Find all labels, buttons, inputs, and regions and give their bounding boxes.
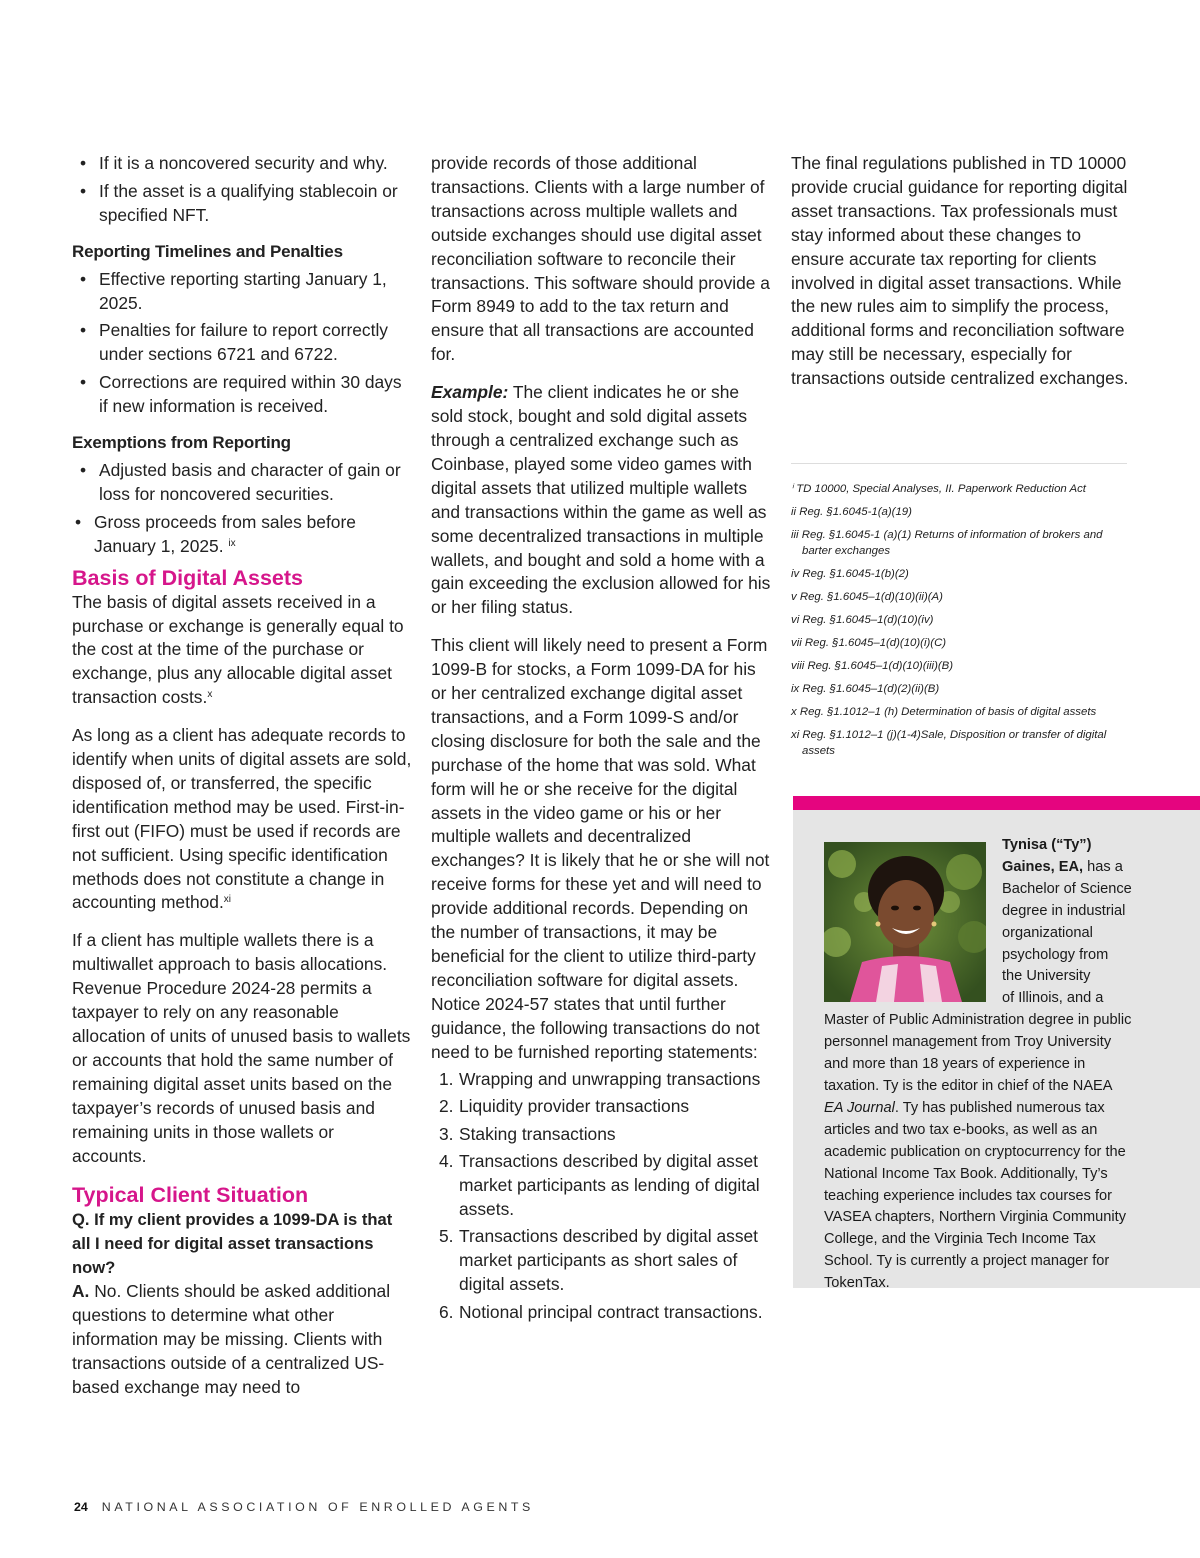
list-item-text: Transactions described by digital asset market participants as short sales of digital assets.	[459, 1226, 759, 1295]
bio-line: psychology from	[1002, 946, 1109, 963]
paragraph	[72, 591, 412, 711]
conclusion-paragraph: The final regulations published in TD 10000 provide crucial guidance for reporting digital asset transactions. Tax professionals must stay informed about these changes to ensure accurate tax reporting for clients involved in digital asset transactions. While the new rules aim to simplify the process, additional forms and reconciliation software may still be necessary, especially for transactions outside centralized exchanges.	[791, 153, 1129, 389]
bio-line: degree in industrial	[1002, 902, 1126, 919]
column-1	[72, 152, 412, 1400]
example-text: The client indicates he or she sold stock, bought and sold digital assets through a centralized exchange such as Coinbase, played some video games with digital assets that utilized multiple wallets and transactions within the game as well as some decentralized transactions in multiple wallets, and bought and sold a home with a gain exceeding the exclusion allowed for his or her filing status.	[431, 382, 771, 618]
paragraph-text: The basis of digital assets received in a purchase or exchange is generally equal to the cost at the time of the purchase or exchange, plus any allocable digital asset transaction costs.	[72, 591, 404, 708]
paragraph: If a client has multiple wallets there is a multiwallet approach to basis allocations. Revenue Procedure 2024-28 permits a taxpayer to rely on any reasonable allocation of units of unused basis to wallets or accounts that hold the same number of remaining digital asset units based on the taxpayer’s records of unused basis and remaining units in those wallets or accounts.	[72, 930, 411, 1166]
bio-continuation	[824, 1012, 1131, 1291]
list-item-text: Notional principal contract transactions.	[459, 1301, 763, 1322]
list-item-text: Gross proceeds from sales before January 1, 2025.	[94, 511, 356, 556]
list-item: • Effective reporting starting January 1, 2025.	[80, 268, 412, 316]
footnotes	[791, 482, 1127, 767]
answer-text: No. Clients should be asked additional questions to determine what other information may be missing. Clients with transactions outside of a centralized US-based exchange may need to	[72, 1281, 391, 1397]
timelines-heading: Reporting Timelines and Penalties	[72, 241, 343, 261]
publication-name: NATIONAL ASSOCIATION OF ENROLLED AGENTS	[101, 1500, 534, 1514]
footnote: viii Reg. §1.6045–1(d)(10)(iii)(B)	[791, 660, 954, 673]
bio-line: has a	[1087, 858, 1123, 875]
list-item	[439, 1095, 771, 1119]
list-item: • Penalties for failure to report correctly under sections 6721 and 6722.	[80, 319, 412, 367]
footnote: ⁱ TD 10000, Special Analyses, II. Paperwork Reduction Act	[791, 483, 1086, 495]
question: Q. If my client provides a 1099-DA is that all I need for digital asset transactions now?	[72, 1210, 393, 1278]
bullet-list-top	[72, 152, 412, 228]
list-item	[439, 1150, 771, 1222]
section-title-basis: Basis of Digital Assets	[72, 565, 303, 590]
list-number: 6.	[439, 1301, 454, 1322]
footnote: x Reg. §1.1012–1 (h) Determination of basis of digital assets	[791, 706, 1097, 719]
footnote: ix Reg. §1.6045–1(d)(2)(ii)(B)	[791, 683, 940, 696]
list-number: 3.	[439, 1123, 454, 1144]
list-item-text: Staking transactions	[459, 1123, 616, 1144]
answer-label: A.	[72, 1281, 90, 1302]
exemptions-list	[72, 459, 412, 559]
bio-text-part: Master of Public Administration degree in public personnel management from Troy University and more than 18 years of experience in taxation. Ty is the editor in chief of the NAEA	[824, 1012, 1132, 1094]
exemptions-heading: Exemptions from Reporting	[72, 433, 291, 453]
list-item: • If the asset is a qualifying stablecoin or specified NFT.	[80, 180, 412, 228]
footnote: vii Reg. §1.6045–1(d)(10)(i)(C)	[791, 637, 947, 650]
example-label: Example:	[431, 382, 509, 403]
list-item: • Adjusted basis and character of gain or loss for noncovered securities.	[80, 459, 412, 507]
page-footer	[74, 1500, 534, 1514]
example-paragraph	[431, 381, 771, 620]
list-number: 1.	[439, 1068, 454, 1089]
list-item	[75, 511, 412, 559]
answer	[72, 1280, 412, 1400]
paragraph	[72, 724, 412, 915]
list-item: • Corrections are required within 30 days if new information is received.	[80, 371, 412, 419]
footnote: xi Reg. §1.1012–1 (j)(1-4)Sale, Disposition or transfer of digital assets	[791, 729, 1107, 757]
footnote: v Reg. §1.6045–1(d)(10)(ii)(A)	[791, 590, 943, 603]
list-item	[439, 1301, 771, 1325]
exempt-transactions-list	[439, 1068, 771, 1325]
bio-name-line	[824, 835, 1134, 879]
timelines-list	[72, 268, 412, 419]
footnote-divider	[791, 463, 1127, 464]
bio-text-part: . Ty has published numerous tax articles and two tax e-books, as well as an academic publication on cryptocurrency for the National Income Tax Book. Additionally, Ty’s teaching experience includes tax courses for VASEA chapters, Northern Virginia Community College, and the Virginia Tech Income Tax School. Ty is currently a project manager for TokenTax.	[824, 1099, 1127, 1292]
bio-accent-bar	[793, 796, 1200, 810]
list-item-text: Transactions described by digital asset market participants as lending of digital assets.	[459, 1151, 760, 1219]
footnote: iv Reg. §1.6045-1(b)(2)	[791, 567, 909, 580]
list-number: 5.	[439, 1226, 454, 1247]
list-item-text: Wrapping and unwrapping transactions	[459, 1068, 761, 1089]
paragraph-text: As long as a client has adequate records to identify when units of digital assets are sold, disposed of, or transferred, the specific identification method may be used. First-in-first out (FIFO) must be used if records are not sufficient. Using specific identification methods does not constitute a change in accounting method.	[72, 725, 412, 913]
bio-line: the University	[1002, 968, 1091, 985]
bio-line: of Illinois, and a	[1002, 990, 1104, 1007]
list-item: • If it is a noncovered security and why.	[80, 152, 412, 176]
footnote-ref: ix	[228, 537, 236, 549]
column-3	[791, 152, 1131, 405]
footnote: ii Reg. §1.6045-1(a)(19)	[791, 506, 912, 519]
footnote-ref: xi	[223, 894, 232, 906]
footnote-ref: x	[207, 689, 213, 701]
author-name: Tynisa (“Ty”) Gaines, EA,	[1002, 837, 1092, 875]
paragraph: This client will likely need to present a Form 1099-B for stocks, a Form 1099-DA for his or her centralized exchange digital asset transactions, and a Form 1099-S and/or closing disclosure for both the sale and the purchase of the home that was sold. What form will he or she receive for the digital assets in the video game or his or her multiple wallets and decentralized exchanges? It is likely that he or she will not receive forms for these yet and will need to provide additional records. Depending on the number of transactions, it may be beneficial for the client to utilize third-party reconciliation software for digital assets. Notice 2024-57 states that until further guidance, the following transactions do not need to be furnished reporting statements:	[431, 635, 770, 1062]
list-number: 4.	[439, 1151, 454, 1172]
list-item	[439, 1123, 771, 1147]
column-2	[431, 152, 771, 1328]
list-item	[439, 1068, 771, 1092]
list-number: 2.	[439, 1096, 454, 1117]
section-title-situation: Typical Client Situation	[72, 1183, 309, 1208]
bio-line: organizational	[1002, 924, 1093, 941]
bio-line: Bachelor of Science	[1002, 880, 1132, 897]
footnote: iii Reg. §1.6045-1 (a)(1) Returns of information of brokers and barter exchanges	[791, 529, 1103, 557]
list-item	[439, 1225, 771, 1297]
footnote: vi Reg. §1.6045–1(d)(10)(iv)	[791, 613, 934, 626]
author-bio-text	[824, 835, 1134, 1295]
list-item-text: Liquidity provider transactions	[459, 1096, 690, 1117]
paragraph: provide records of those additional transactions. Clients with a large number of transactions across multiple wallets and outside exchanges should use digital asset reconciliation software to reconcile their transactions. This software should provide a Form 8949 to add to the tax return and ensure that all transactions are accounted for.	[431, 153, 770, 365]
journal-name: EA Journal	[824, 1099, 895, 1116]
page-number: 24	[74, 1500, 88, 1514]
